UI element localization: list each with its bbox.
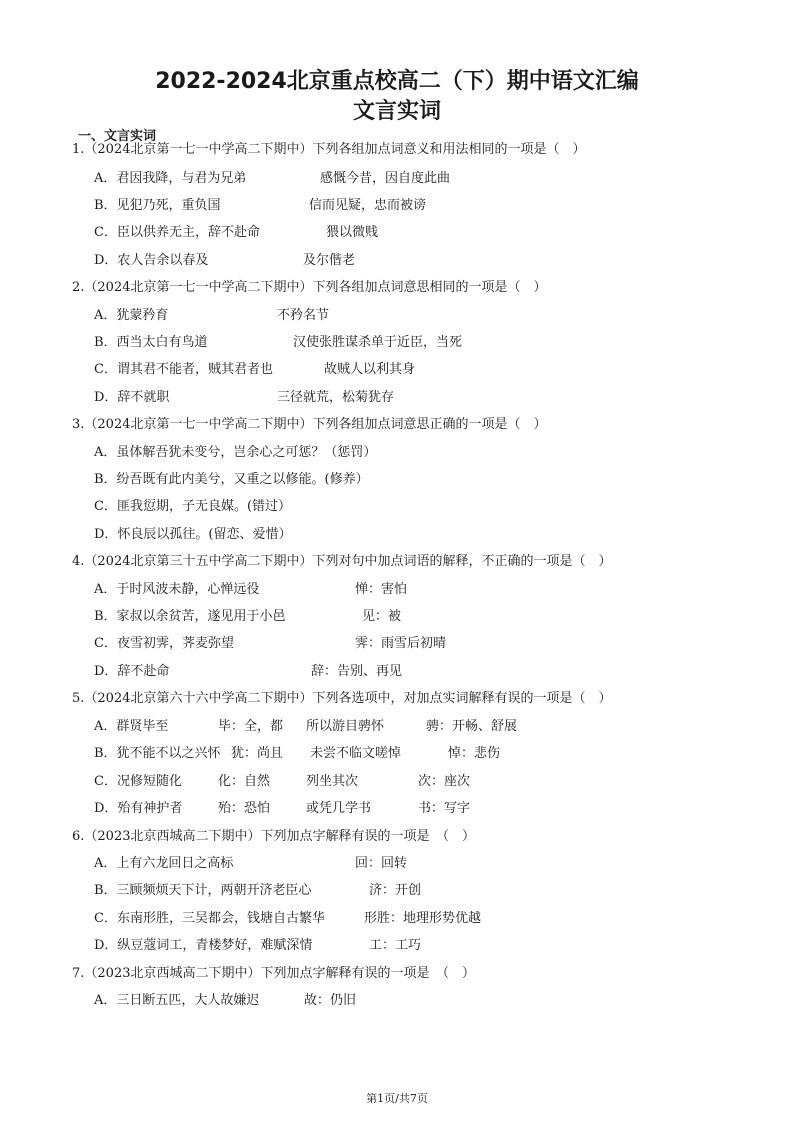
question-3-option-c: C．匪我愆期，子无良媒。(错过）	[94, 499, 292, 514]
question-3-option-b: B．纷吾既有此内美兮，又重之以修能。(修养）	[94, 472, 369, 487]
question-3-option-a: A．虽体解吾犹未变兮，岂余心之可惩？（惩罚）	[94, 445, 377, 460]
question-1-option-b: B．见犯乃死，重负国 信而见疑，忠而被谤	[94, 198, 427, 213]
document-subtitle: 文言实词	[352, 99, 441, 124]
question-4-option-a: A．于时风波未静，心惮远役 惮：害怕	[94, 582, 408, 597]
question-5-option-a: A．群贤毕至 毕：全，都 所以游目骋怀 骋：开畅、舒展	[94, 719, 518, 734]
question-6-option-d: D．纵豆蔻词工，青楼梦好，难赋深情 工：工巧	[94, 938, 422, 953]
question-4-option-c: C．夜雪初霁，荠麦弥望 霁：雨雪后初晴	[94, 636, 447, 651]
section-title: 一、文言实词	[78, 129, 157, 144]
question-5-option-b: B．犹不能不以之兴怀 犹：尚且 未尝不临文嗟悼 悼：悲伤	[94, 746, 501, 761]
question-5-option-c: C．况修短随化 化：自然 列坐其次 次：座次	[94, 774, 471, 789]
question-1-option-d: D．农人告余以春及 及尔偕老	[94, 253, 356, 268]
question-2-stem: 2.（2024北京第一七一中学高二下期中）下列各组加点词意思相同的一项是（ ）	[72, 280, 547, 295]
question-1-option-a: A．君因我降，与君为兄弟 感慨今昔，因自度此曲	[94, 171, 451, 186]
question-7-stem: 7.（2023北京西城高二下期中）下列加点字解释有误的一项是 （ ）	[72, 966, 475, 981]
question-1-option-c: C．臣以供养无主，辞不赴命 猥以微贱	[94, 225, 379, 240]
question-2-option-d: D．辞不就职 三径就荒，松菊犹存	[94, 390, 395, 405]
question-4-option-b: B．家叔以余贫苦，遂见用于小邑 见：被	[94, 609, 402, 624]
question-2-option-a: A．犹蒙矜育 不矜名节	[94, 308, 330, 323]
question-4-stem: 4.（2024北京第三十五中学高二下期中）下列对句中加点词语的解释，不正确的一项是（ ）	[72, 554, 612, 569]
document-title: 2022-2024北京重点校高二（下）期中语文汇编	[155, 69, 639, 94]
question-6-stem: 6.（2023北京西城高二下期中）下列加点字解释有误的一项是 （ ）	[72, 829, 475, 844]
question-5-stem: 5.（2024北京第六十六中学高二下期中）下列各选项中，对加点实词解释有误的一项是（ ）	[72, 691, 612, 706]
question-6-option-a: A．上有六龙回日之高标 回：回转	[94, 856, 408, 871]
question-7-option-a: A．三日断五匹，大人故嫌迟 故：仍旧	[94, 993, 357, 1008]
question-2-option-c: C．谓其君不能者，贼其君者也 故贼人以利其身	[94, 362, 416, 377]
question-5-option-d: D．殆有神护者 殆：恐怕 或凭几学书 书：写字	[94, 801, 471, 816]
question-3-option-d: D．怀良辰以孤往。(留恋、爱惜）	[94, 527, 292, 542]
question-4-option-d: D．辞不赴命 辞：告别、再见	[94, 664, 403, 679]
question-3-stem: 3.（2024北京第一七一中学高二下期中）下列各组加点词意思正确的一项是（ ）	[72, 417, 547, 432]
question-6-option-b: B．三顾频烦天下计，两朝开济老臣心 济：开创	[94, 883, 422, 898]
page-number: 第1页/共7页	[366, 1092, 428, 1105]
question-2-option-b: B．西当太白有鸟道 汉使张胜谋杀单于近臣，当死	[94, 335, 463, 350]
question-1-stem: 1.（2024北京第一七一中学高二下期中）下列各组加点词意义和用法相同的一项是（ ）	[72, 142, 586, 157]
question-6-option-c: C．东南形胜，三吴都会，钱塘自古繁华 形胜：地理形势优越	[94, 911, 482, 926]
